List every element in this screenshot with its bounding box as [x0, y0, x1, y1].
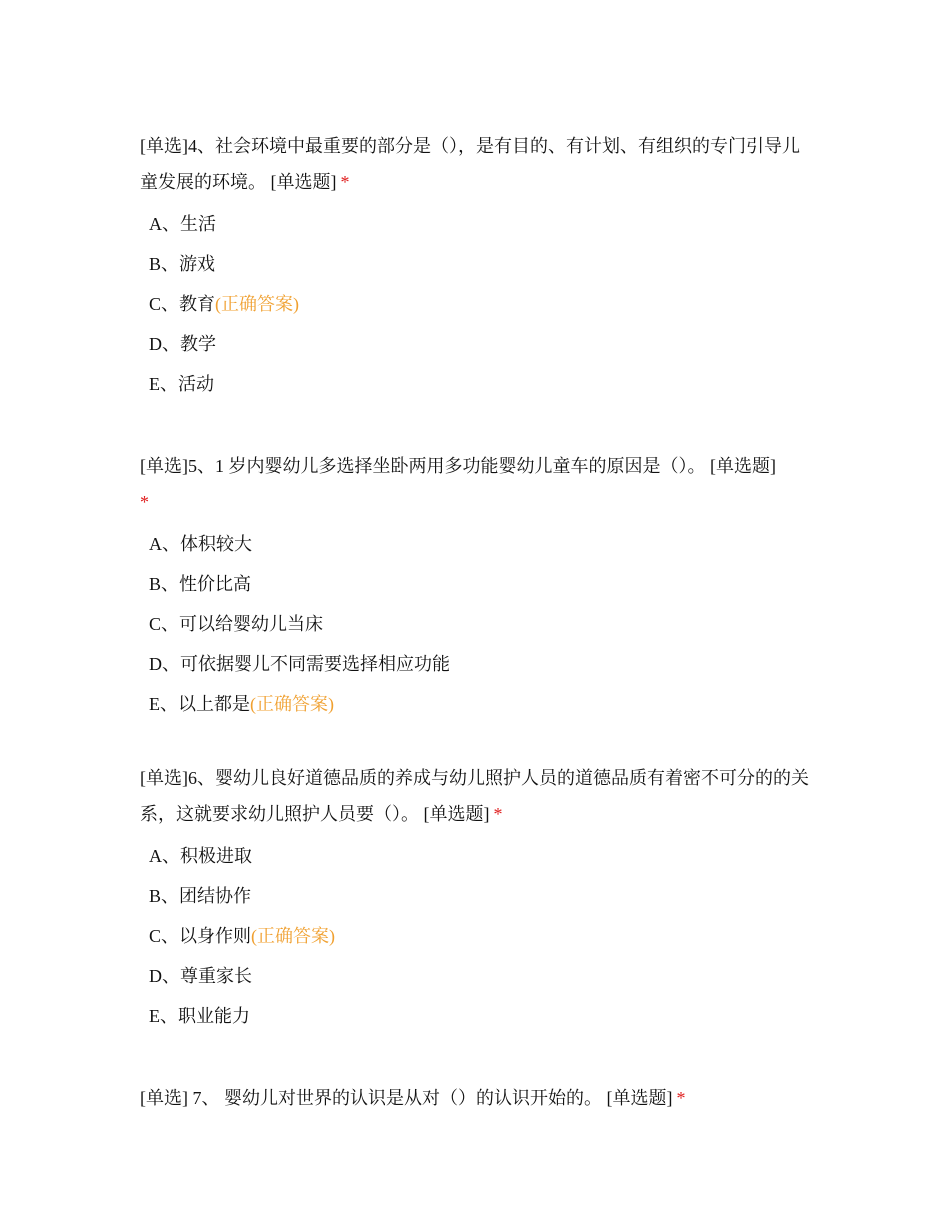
option-b[interactable] [140, 244, 812, 284]
required-marker: * [493, 804, 503, 824]
option-label: C、可以给婴幼儿当床 [149, 614, 324, 634]
option-label: A、生活 [149, 214, 216, 234]
question-title-text: [单选]5、1 岁内婴幼儿多选择坐卧两用多功能婴幼儿童车的原因是（）。 [单选题] [140, 456, 776, 476]
question-title [140, 128, 812, 200]
option-c[interactable] [140, 604, 812, 644]
option-e[interactable] [140, 364, 812, 404]
question-title-text: [单选] 7、 婴幼儿对世界的认识是从对（）的认识开始的。 [单选题] [140, 1088, 673, 1108]
option-label: B、游戏 [149, 254, 216, 274]
required-marker: * [676, 1088, 686, 1108]
option-label: E、活动 [149, 374, 214, 394]
option-d[interactable] [140, 956, 812, 996]
question-4 [140, 128, 812, 404]
correct-answer-tag: (正确答案) [215, 294, 300, 314]
question-title-text: [单选]6、婴幼儿良好道德品质的养成与幼儿照护人员的道德品质有着密不可分的的关系，这就要求幼儿照护人员要（）。 [单选题] [140, 768, 809, 824]
question-7 [140, 1080, 812, 1116]
correct-answer-tag: (正确答案) [251, 926, 336, 946]
option-c[interactable] [140, 284, 812, 324]
option-b[interactable] [140, 564, 812, 604]
question-5 [140, 448, 812, 724]
option-label: E、以上都是 [149, 694, 250, 714]
option-d[interactable] [140, 324, 812, 364]
option-a[interactable] [140, 836, 812, 876]
option-label: E、职业能力 [149, 1006, 250, 1026]
option-label: D、教学 [149, 334, 216, 354]
question-title [140, 760, 812, 832]
option-list [140, 524, 812, 724]
option-e[interactable] [140, 996, 812, 1036]
option-label: D、尊重家长 [149, 966, 252, 986]
option-label: A、积极进取 [149, 846, 252, 866]
required-marker: * [140, 492, 149, 512]
question-6 [140, 760, 812, 1036]
option-label: A、体积较大 [149, 534, 252, 554]
question-title [140, 1080, 812, 1116]
question-title [140, 448, 812, 520]
question-title-text: [单选]4、社会环境中最重要的部分是（），是有目的、有计划、有组织的专门引导儿童发展的环境。 [单选题] [140, 136, 800, 192]
correct-answer-tag: (正确答案) [250, 694, 334, 714]
option-label: D、可依据婴儿不同需要选择相应功能 [149, 654, 450, 674]
option-label: B、团结协作 [149, 886, 252, 906]
option-label: C、以身作则 [149, 926, 252, 946]
option-e[interactable] [140, 684, 812, 724]
option-label: C、教育 [149, 294, 216, 314]
option-label: B、性价比高 [149, 574, 252, 594]
option-list [140, 204, 812, 404]
option-d[interactable] [140, 644, 812, 684]
option-a[interactable] [140, 524, 812, 564]
option-a[interactable] [140, 204, 812, 244]
option-c[interactable] [140, 916, 812, 956]
required-marker: * [340, 172, 350, 192]
option-list [140, 836, 812, 1036]
option-b[interactable] [140, 876, 812, 916]
